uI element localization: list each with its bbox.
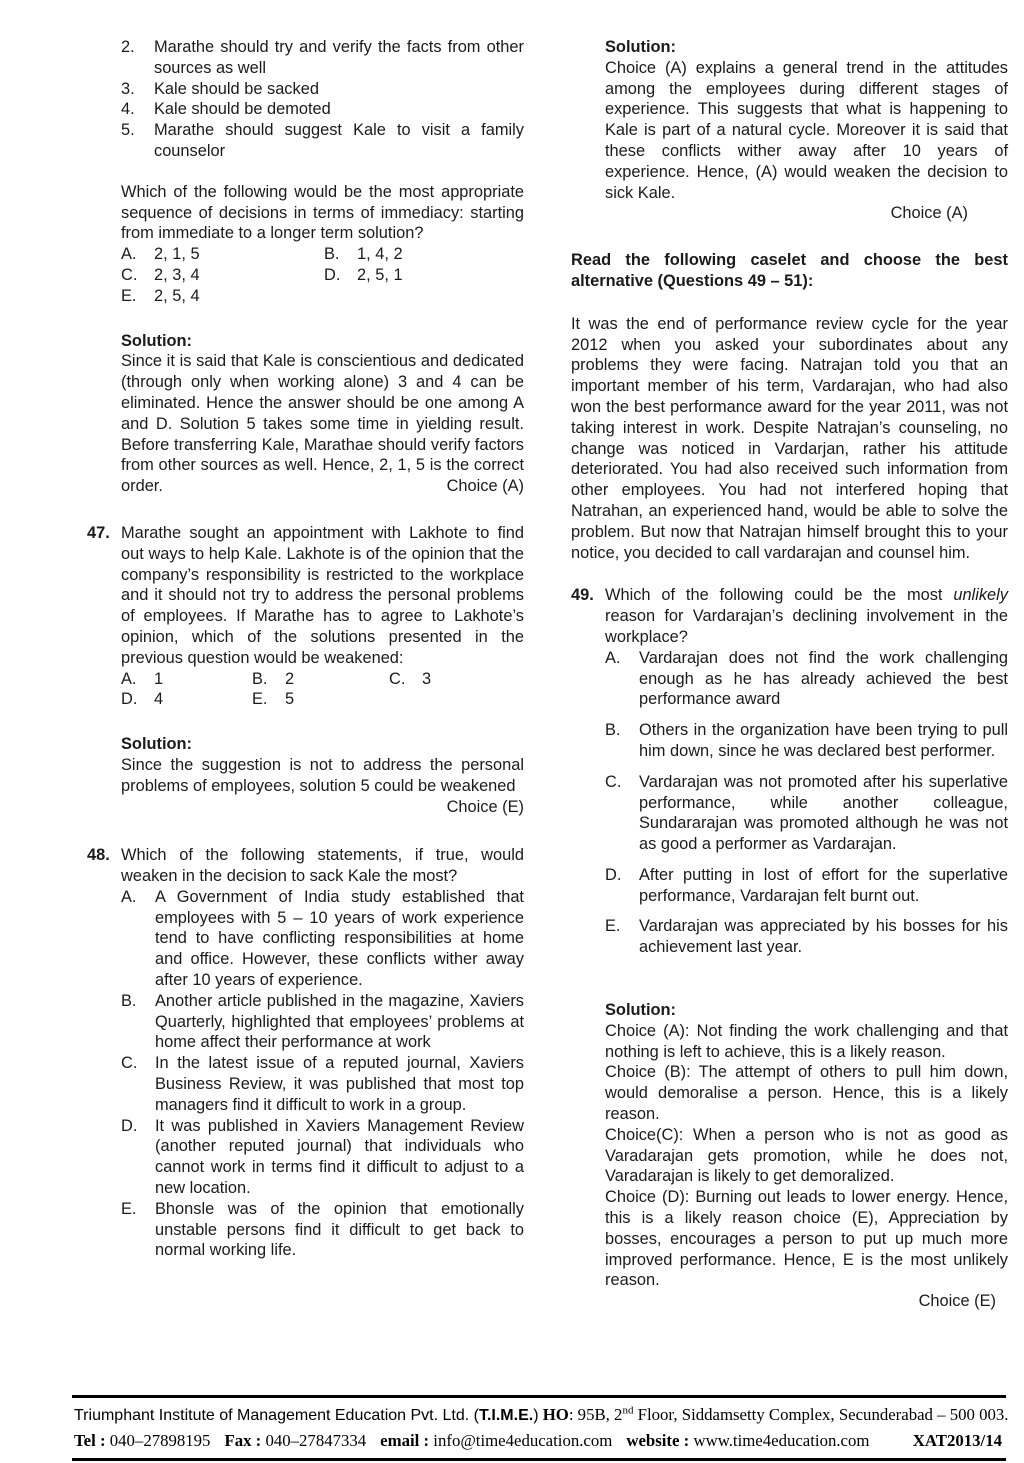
option-value: 2, 5, 1 bbox=[357, 265, 403, 284]
solution-label: Solution: bbox=[605, 1001, 677, 1020]
question-48-solution bbox=[605, 37, 1008, 224]
option-letter: B. bbox=[121, 991, 137, 1010]
options-row bbox=[121, 286, 524, 307]
option-letter: A. bbox=[121, 245, 137, 264]
option bbox=[121, 244, 324, 265]
question-stem: Which of the following statements, if true, would weaken in the decision to sack Kale the most? bbox=[121, 846, 524, 886]
solution-text bbox=[121, 755, 524, 816]
option-value: 2 bbox=[285, 669, 295, 688]
footer-fax bbox=[224, 1428, 366, 1453]
option bbox=[605, 772, 1008, 855]
list-item bbox=[121, 79, 524, 100]
stem-text: reason for Vardarajan’s declining involvement in the workplace? bbox=[605, 607, 1008, 646]
spacer bbox=[87, 817, 524, 845]
option-value: 3 bbox=[422, 669, 432, 688]
option bbox=[324, 244, 403, 265]
option-letter: D. bbox=[324, 265, 341, 284]
question-stem bbox=[605, 585, 1008, 647]
list-item-text: Kale should be demoted bbox=[154, 100, 331, 119]
option bbox=[121, 286, 324, 307]
list-item-text: Marathe should try and verify the facts from other sources as well bbox=[154, 38, 524, 77]
left-column bbox=[87, 37, 524, 1261]
list-item bbox=[121, 120, 524, 162]
solution-text: Choice (A) explains a general trend in the attitudes among the employees during different stages of experience. This suggests that what is happening to Kale is part of a natural cycle. Moreover it is said that these conflicts wither away after 10 years of experience. Hence, (A) would weaken the decision to sick Kale. bbox=[605, 58, 1008, 202]
spacer bbox=[571, 224, 1008, 250]
question-body bbox=[121, 523, 524, 817]
option-value: 1, 4, 2 bbox=[357, 245, 403, 264]
list-item-text: Marathe should suggest Kale to visit a family counselor bbox=[154, 121, 524, 160]
footer-contact-line bbox=[74, 1428, 1004, 1453]
spacer bbox=[571, 563, 1008, 585]
option-text: Vardarajan was appreciated by his bosses for his achievement last year. bbox=[639, 917, 1008, 957]
spacer bbox=[605, 855, 1008, 865]
footer-address-line bbox=[74, 1402, 1009, 1428]
footer-email bbox=[380, 1428, 612, 1453]
footer-fax-label: Fax : bbox=[224, 1431, 262, 1450]
options-row bbox=[121, 265, 524, 286]
option bbox=[121, 1053, 524, 1115]
question-body bbox=[605, 585, 1008, 1312]
option-letter: D. bbox=[121, 690, 138, 709]
question-46-continuation bbox=[121, 37, 524, 497]
footer-tel bbox=[74, 1428, 210, 1453]
stem-text: Which of the following could be the most bbox=[605, 586, 954, 605]
footer-tel-label: Tel : bbox=[74, 1431, 106, 1450]
option-value: 5 bbox=[285, 690, 295, 709]
option bbox=[121, 689, 252, 710]
option-letter: B. bbox=[324, 245, 340, 264]
option-letter: A. bbox=[121, 887, 137, 906]
option-letter: A. bbox=[605, 648, 621, 667]
option-letter: C. bbox=[121, 1054, 138, 1073]
option-text: It was published in Xaviers Management Review (another reputed journal) that individuals who cannot work in terms find it difficult to adjust to a new location. bbox=[155, 1116, 524, 1198]
option bbox=[121, 265, 324, 286]
option-value: 1 bbox=[154, 669, 164, 688]
option-value: 2, 3, 4 bbox=[154, 265, 200, 284]
list-item-text: Kale should be sacked bbox=[154, 79, 319, 98]
spacer bbox=[571, 292, 1008, 314]
spacer bbox=[605, 710, 1008, 720]
question-49 bbox=[571, 585, 1008, 1312]
footer-address-pre: : 95B, 2 bbox=[568, 1405, 623, 1424]
option-letter: D. bbox=[605, 865, 622, 884]
footer-email-value: info@time4education.com bbox=[433, 1431, 613, 1450]
option bbox=[121, 669, 252, 690]
answer-choice: Choice (E) bbox=[918, 1292, 996, 1311]
option-letter: E. bbox=[121, 1199, 137, 1218]
answer-choice: Choice (E) bbox=[446, 797, 524, 816]
question-number: 47. bbox=[87, 523, 110, 542]
spacer bbox=[121, 162, 524, 182]
solution-label: Solution: bbox=[121, 331, 193, 350]
solution-label: Solution: bbox=[121, 735, 193, 754]
option bbox=[605, 916, 1008, 958]
page-footer bbox=[72, 1395, 1009, 1461]
option-letter: A. bbox=[121, 669, 137, 688]
solution-label: Solution: bbox=[605, 38, 677, 56]
footer-ordinal-suffix: nd bbox=[622, 1404, 634, 1417]
list-item-number: 5. bbox=[121, 121, 135, 140]
option bbox=[605, 720, 1008, 762]
solution-body: Since the suggestion is not to address the personal problems of employees, solution 5 could be weakened bbox=[121, 755, 524, 795]
question-stem: Marathe sought an appointment with Lakhote to find out ways to help Kale. Lakhote is of the opinion that the company’s responsibility is restricted to the workplace and it should not try to address the personal problems of employees. If Marathe has to agree to Lakhote’s opinion, which of the solutions presented in the previous question would be weakened: bbox=[121, 523, 524, 667]
footer-org-name: Triumphant Institute of Management Education Pvt. Ltd. ( bbox=[74, 1407, 479, 1424]
option bbox=[252, 689, 294, 710]
footer-doc-code: XAT2013/14 bbox=[912, 1431, 1002, 1450]
solution-text bbox=[121, 351, 524, 497]
footer-website-value: www.time4education.com bbox=[693, 1431, 870, 1450]
option-text: A Government of India study established that employees with 5 – 10 years of work experience tend to have conflicting responsibilities at home and office. However, these conflicts wither away after 10 years of experience. bbox=[155, 887, 524, 990]
option-value: 2, 5, 4 bbox=[154, 286, 200, 305]
footer-address-post: Floor, Siddamsetty Complex, Secunderabad – 500 003. bbox=[633, 1405, 1009, 1424]
option-letter: B. bbox=[605, 721, 621, 740]
solution-text: Choice(C): When a person who is not as good as Varadarajan gets promotion, while he does not, Varadarajan is likely to get demoralized. bbox=[605, 1125, 1008, 1186]
question-stem: Which of the following would be the most appropriate sequence of decisions in terms of immediacy: starting from immediate to a longer term solution? bbox=[121, 182, 524, 243]
options-row bbox=[121, 689, 524, 710]
option bbox=[121, 1199, 524, 1261]
options-row bbox=[121, 669, 524, 690]
answer-choice: Choice (A) bbox=[890, 204, 968, 223]
list-item bbox=[121, 37, 524, 79]
footer-email-label: email : bbox=[380, 1431, 430, 1450]
question-48 bbox=[87, 845, 524, 1261]
option bbox=[605, 865, 1008, 907]
list-item-number: 2. bbox=[121, 38, 135, 56]
option bbox=[324, 265, 403, 286]
option-letter: C. bbox=[121, 265, 138, 284]
question-number: 49. bbox=[571, 586, 594, 605]
spacer bbox=[87, 497, 524, 523]
option-letter: E. bbox=[605, 917, 621, 936]
list-item-number: 4. bbox=[121, 100, 135, 119]
footer-website bbox=[626, 1428, 869, 1453]
spacer bbox=[605, 762, 1008, 772]
list-item-number: 3. bbox=[121, 79, 135, 98]
section-heading: Read the following caselet and choose the best alternative (Questions 49 – 51): bbox=[571, 251, 1008, 290]
option-letter: E. bbox=[252, 690, 268, 709]
option bbox=[252, 669, 389, 690]
option-text: Bhonsle was of the opinion that emotionally unstable persons find it difficult to get back to normal working life. bbox=[155, 1199, 524, 1260]
footer-fax-value: 040–27847334 bbox=[265, 1431, 367, 1450]
footer-org-close: ) bbox=[533, 1407, 539, 1424]
solution-text: Choice (B): The attempt of others to pull him down, would demoralise a person. Hence, this is a likely reason. bbox=[605, 1063, 1008, 1124]
option-text: In the latest issue of a reputed journal, Xaviers Business Review, it was published that most top managers find it difficult to work in a group. bbox=[155, 1054, 524, 1114]
list-item bbox=[121, 99, 524, 120]
option-letter: C. bbox=[389, 669, 406, 688]
footer-org-abbrev: T.I.M.E. bbox=[478, 1407, 534, 1424]
right-column bbox=[571, 37, 1008, 1312]
option bbox=[121, 1116, 524, 1199]
option-letter: B. bbox=[252, 669, 268, 688]
spacer bbox=[605, 958, 1008, 1000]
question-number: 48. bbox=[87, 846, 110, 865]
option-letter: E. bbox=[121, 286, 137, 305]
option-letter: C. bbox=[605, 772, 622, 791]
option-text: Vardarajan does not find the work challenging enough as he has already achieved the best performance award bbox=[639, 648, 1008, 709]
solution-body: Since it is said that Kale is conscientious and dedicated (through only when working alone) 3 and 4 can be eliminated. Hence the answer should be one among A and D. Solution 5 takes some time in yielding result. Before transferring Kale, Marathae should verify factors from other sources as well. Hence, 2, 1, 5 is the correct order. bbox=[121, 352, 524, 496]
answer-choice: Choice (A) bbox=[446, 477, 524, 496]
stem-italic-word: unlikely bbox=[953, 586, 1008, 605]
question-47 bbox=[87, 523, 524, 817]
option-text: Others in the organization have been trying to pull him down, since he was declared best performer. bbox=[639, 721, 1008, 760]
spacer bbox=[121, 710, 524, 734]
option-value: 2, 1, 5 bbox=[154, 245, 200, 264]
option bbox=[121, 991, 524, 1053]
solution-text: Choice (A): Not finding the work challenging and that nothing is left to achieve, this is a likely reason. bbox=[605, 1021, 1008, 1061]
question-body bbox=[121, 845, 524, 1261]
option-text: After putting in lost of effort for the superlative performance, Vardarajan felt burnt out. bbox=[639, 865, 1008, 905]
spacer bbox=[121, 307, 524, 331]
option bbox=[605, 648, 1008, 710]
options-row bbox=[121, 244, 524, 265]
option bbox=[121, 887, 524, 991]
option bbox=[389, 669, 431, 690]
option-value: 4 bbox=[154, 690, 164, 709]
caselet-text: It was the end of performance review cycle for the year 2012 when you asked your subordinates about any problems they were facing. Natrajan told you that an important member of his term, Vardarajan, who had also won the best performance award for the year 2011, was not taking interest in work. Despite Natrajan’s counseling, no change was noticed in Vardarjan, rather his attitude deteriorated. You had also received such information from other employees. You had not interfered hoping that Natrahan, an experienced hand, would be able to solve the problem. But now that Natrajan himself brought this to your notice, you decided to call vardarajan and counsel him. bbox=[571, 314, 1008, 562]
footer-ho-label: HO bbox=[542, 1405, 569, 1424]
footer-tel-value: 040–27898195 bbox=[109, 1431, 211, 1450]
option-text: Another article published in the magazine, Xaviers Quarterly, highlighted that employees’ problems at home affect their performance at work bbox=[155, 991, 524, 1052]
solution-text: Choice (D): Burning out leads to lower energy. Hence, this is a likely reason choice (E), Appreciation by bosses, encourages a person to put up much more improved performance. Hence, E is the most unlikely reason. bbox=[605, 1188, 1008, 1290]
option-letter: D. bbox=[121, 1116, 138, 1135]
option-text: Vardarajan was not promoted after his superlative performance, while another colleague, Sundararajan was promoted although he was not as good a performer as Vardarajan. bbox=[639, 772, 1008, 854]
spacer bbox=[605, 906, 1008, 916]
footer-website-label: website : bbox=[626, 1431, 690, 1450]
